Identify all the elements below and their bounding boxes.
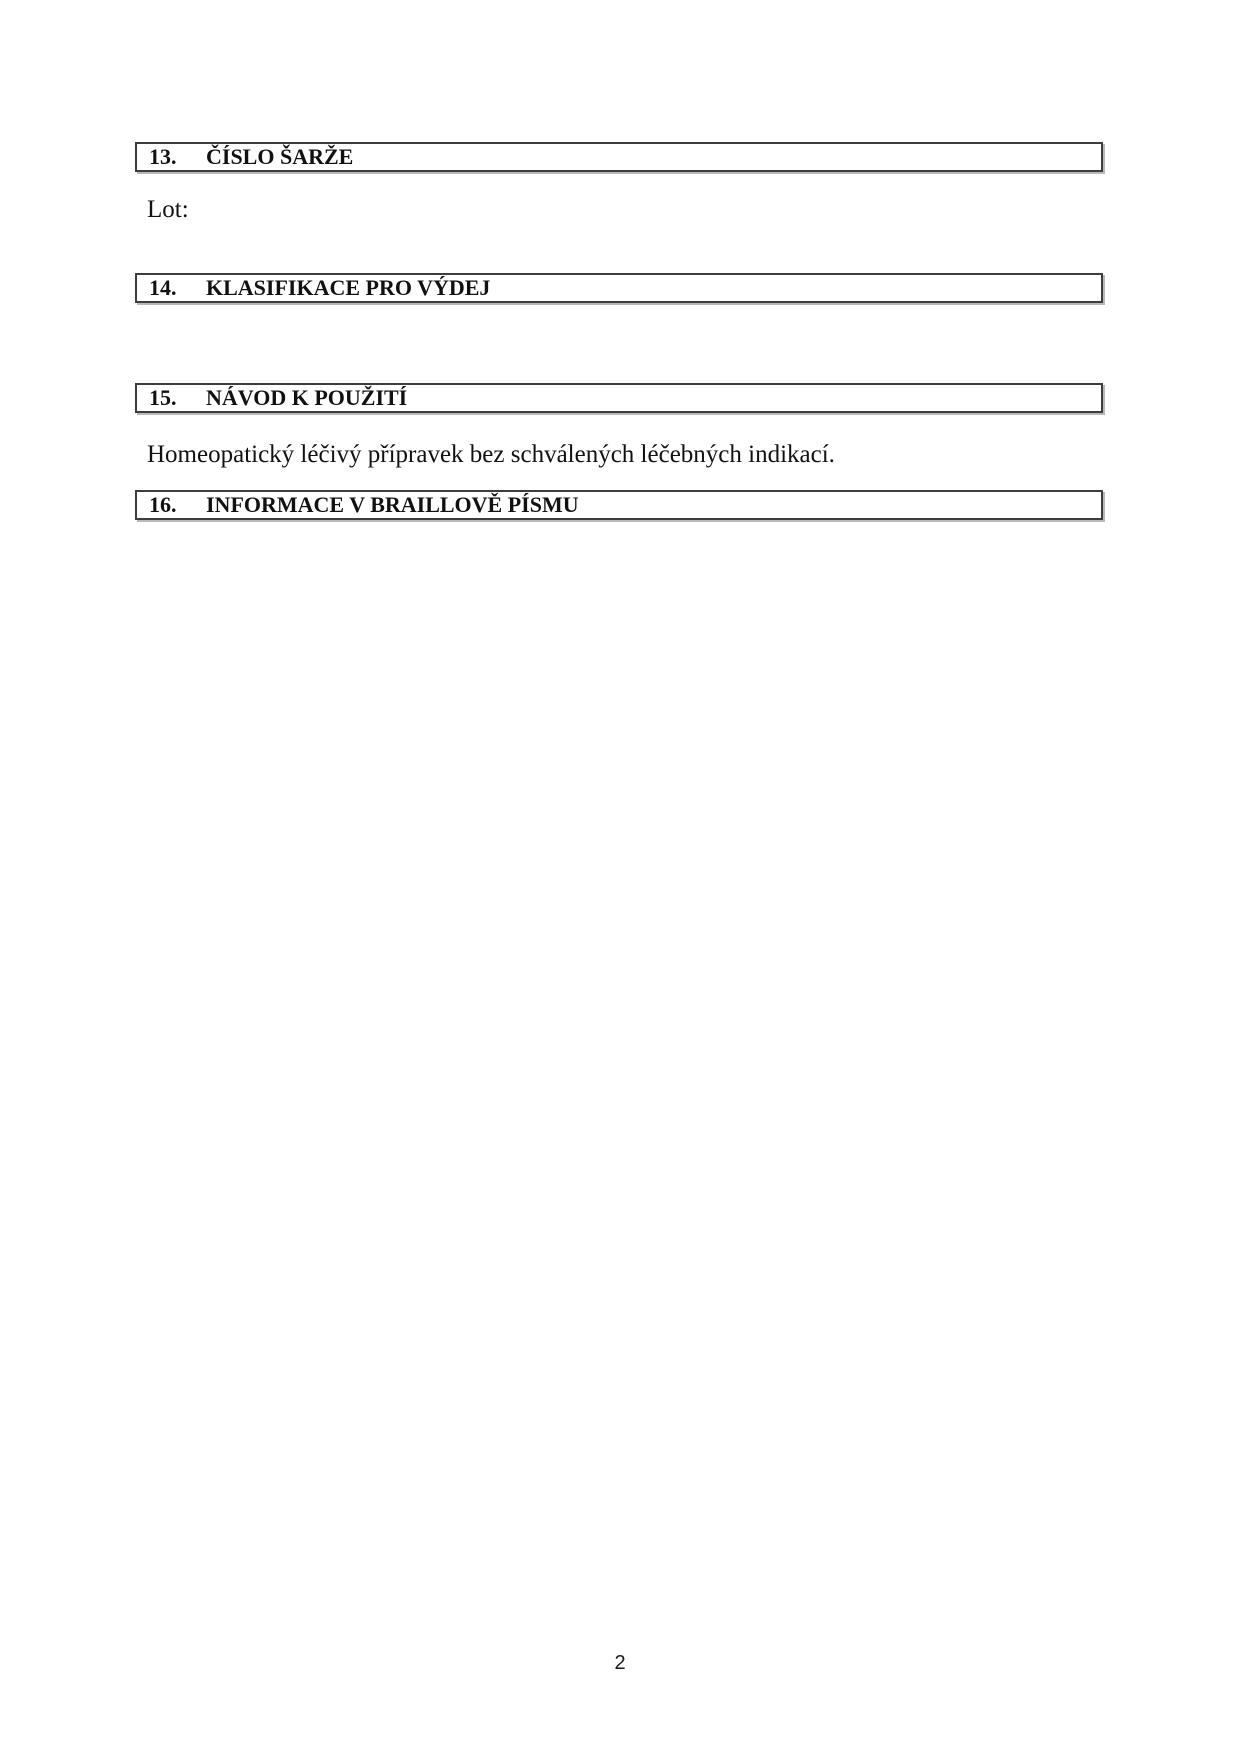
page-number: 2: [614, 1652, 626, 1674]
section-title: INFORMACE V BRAILLOVĚ PÍSMU: [206, 492, 579, 517]
section-heading-14: [135, 273, 1103, 303]
usage-instructions-text: Homeopatický léčivý přípravek bez schválených léčebných indikací.: [147, 441, 835, 468]
section-heading-13: [135, 142, 1103, 172]
section-heading-15: [135, 383, 1103, 413]
section-title: ČÍSLO ŠARŽE: [206, 144, 354, 169]
lot-label: Lot:: [147, 196, 189, 223]
section-title: NÁVOD K POUŽITÍ: [206, 385, 408, 410]
section-number: 14.: [149, 275, 177, 300]
section-number: 15.: [149, 385, 177, 410]
section-title: KLASIFIKACE PRO VÝDEJ: [206, 275, 491, 300]
section-number: 13.: [149, 144, 177, 169]
section-number: 16.: [149, 492, 177, 517]
section-heading-16: [135, 490, 1103, 520]
